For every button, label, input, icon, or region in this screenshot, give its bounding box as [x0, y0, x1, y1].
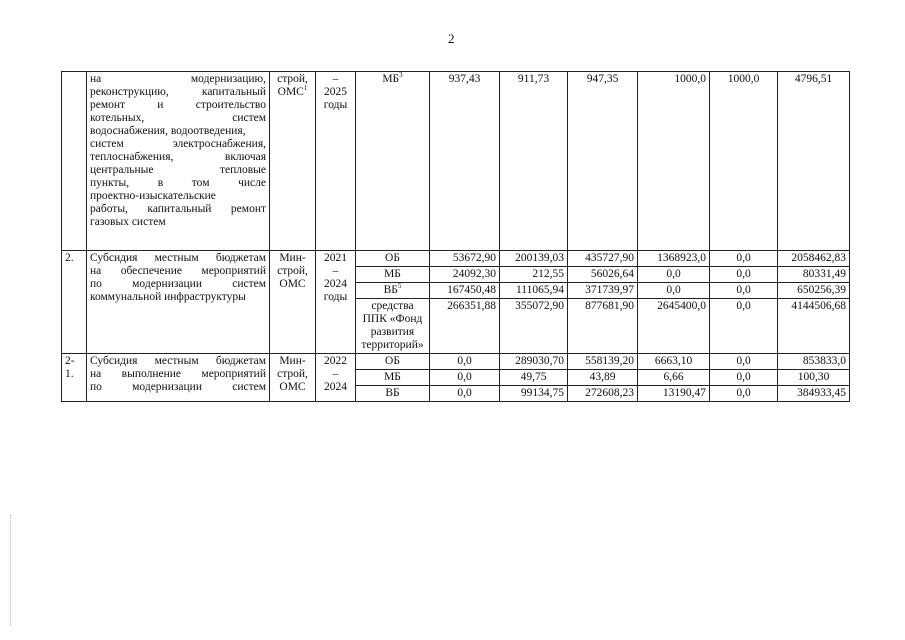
row-number — [62, 72, 87, 251]
value-cell: 911,73 — [500, 72, 568, 251]
row-executor: Мин- строй, ОМС — [270, 354, 316, 402]
row-period: – 2025 годы — [316, 72, 356, 251]
row-executor: Мин- строй, ОМС — [270, 251, 316, 354]
value-cell: 266351,88 — [430, 299, 500, 354]
value-cell: 0,0 — [710, 251, 778, 267]
value-cell: 2645400,0 — [638, 299, 710, 354]
row-period: 2022 – 2024 — [316, 354, 356, 402]
value-cell: 0,0 — [430, 370, 500, 386]
row-description: на модернизацию, реконструкцию, капитальный ремонт и строительство котельных, систем водоснабжения, водоотведения, систем электроснабжения, теплоснабжения, включая центральные тепловые пункты, в том числе проектно-изыскательские работы, капитальный ремонт газовых систем — [87, 72, 270, 251]
value-cell: 0,0 — [710, 283, 778, 299]
value-cell: 13190,47 — [638, 386, 710, 402]
value-cell: 1000,0 — [638, 72, 710, 251]
funding-source: средства ППК «Фонд развития территорий» — [356, 299, 430, 354]
value-cell: 4796,51 — [778, 72, 850, 251]
funding-source: ВБ — [356, 386, 430, 402]
value-cell: 435727,90 — [568, 251, 638, 267]
value-cell: 212,55 — [500, 267, 568, 283]
funding-source: ОБ — [356, 354, 430, 370]
value-cell: 272608,23 — [568, 386, 638, 402]
value-cell: 0,0 — [638, 283, 710, 299]
value-cell: 43,89 — [568, 370, 638, 386]
value-cell: 6,66 — [638, 370, 710, 386]
scan-edge-mark — [10, 515, 12, 625]
value-cell: 558139,20 — [568, 354, 638, 370]
value-cell: 0,0 — [710, 386, 778, 402]
value-cell: 4144506,68 — [778, 299, 850, 354]
value-cell: 289030,70 — [500, 354, 568, 370]
row-description: Субсидия местным бюджетам на обеспечение мероприятий по модернизации систем коммунальной инфраструктуры — [87, 251, 270, 354]
table-row — [62, 354, 850, 370]
row-number: 2. — [62, 251, 87, 354]
value-cell: 1000,0 — [710, 72, 778, 251]
value-cell: 80331,49 — [778, 267, 850, 283]
value-cell: 2058462,83 — [778, 251, 850, 267]
value-cell: 6663,10 — [638, 354, 710, 370]
funding-source: $МБ^3$ — [356, 72, 430, 251]
value-cell: 0,0 — [710, 267, 778, 283]
budget-table — [61, 71, 850, 402]
table-row — [62, 72, 850, 251]
row-number: 2-1. — [62, 354, 87, 402]
value-cell: 56026,64 — [568, 267, 638, 283]
value-cell: 0,0 — [430, 386, 500, 402]
funding-source: $ВБ^5$ — [356, 283, 430, 299]
value-cell: 0,0 — [638, 267, 710, 283]
table-row — [62, 251, 850, 267]
value-cell: 24092,30 — [430, 267, 500, 283]
value-cell: 384933,45 — [778, 386, 850, 402]
value-cell: 853833,0 — [778, 354, 850, 370]
value-cell: 877681,90 — [568, 299, 638, 354]
value-cell: 947,35 — [568, 72, 638, 251]
row-period: 2021 – 2024 годы — [316, 251, 356, 354]
value-cell: 650256,39 — [778, 283, 850, 299]
row-executor: строй, ОМС$^1$ — [270, 72, 316, 251]
funding-source: МБ — [356, 370, 430, 386]
value-cell: 99134,75 — [500, 386, 568, 402]
value-cell: 937,43 — [430, 72, 500, 251]
value-cell: 0,0 — [710, 370, 778, 386]
value-cell: 1368923,0 — [638, 251, 710, 267]
funding-source: МБ — [356, 267, 430, 283]
value-cell: 200139,03 — [500, 251, 568, 267]
value-cell: 111065,94 — [500, 283, 568, 299]
row-description: Субсидия местным бюджетам на выполнение мероприятий по модернизации систем — [87, 354, 270, 402]
value-cell: 0,0 — [430, 354, 500, 370]
value-cell: 0,0 — [710, 354, 778, 370]
page-number: 2 — [448, 31, 455, 46]
value-cell: 53672,90 — [430, 251, 500, 267]
value-cell: 49,75 — [500, 370, 568, 386]
value-cell: 0,0 — [710, 299, 778, 354]
funding-source: ОБ — [356, 251, 430, 267]
value-cell: 100,30 — [778, 370, 850, 386]
value-cell: 167450,48 — [430, 283, 500, 299]
value-cell: 371739,97 — [568, 283, 638, 299]
value-cell: 355072,90 — [500, 299, 568, 354]
